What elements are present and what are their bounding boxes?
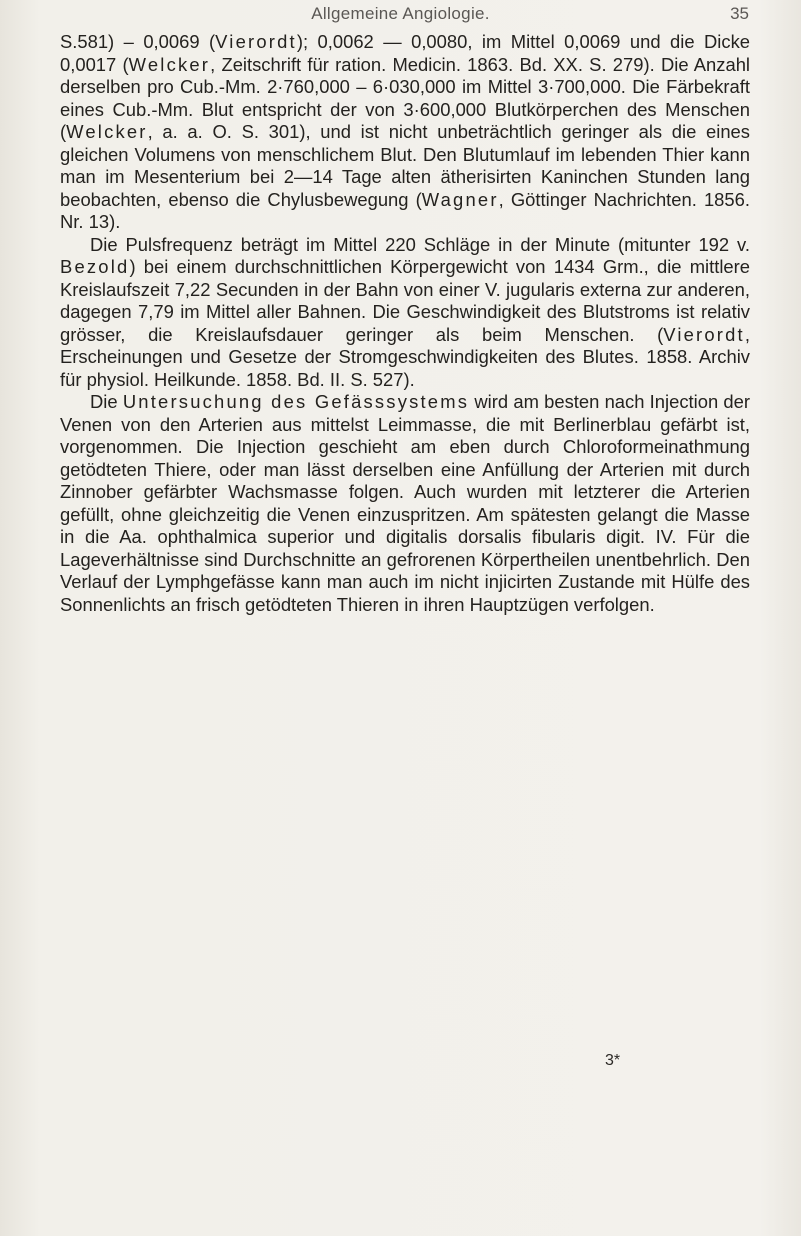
- text-run: Die Pulsfrequenz beträgt im Mittel 220 Schläge in der Minute (mitunter 192 v.: [90, 233, 750, 255]
- spaced-emphasis: Bezold: [60, 256, 130, 277]
- paragraph: [60, 391, 750, 616]
- printer-signature: 3*: [605, 1052, 621, 1069]
- text-run: Die: [90, 391, 123, 412]
- spaced-emphasis: Welcker: [66, 121, 148, 142]
- running-head: [0, 4, 801, 28]
- text-run: S.581) – 0,0069 (: [60, 31, 216, 52]
- paragraph: [60, 234, 750, 392]
- page-number: 35: [730, 4, 749, 23]
- paragraph: [60, 31, 750, 234]
- text-run: wird am besten nach Injection der Venen von den Arterien aus mittelst Leimmasse, die mit Berlinerblau gefärbt ist, vorgenommen. Die Injection geschieht am eben durch Chloroformeinathmung getödteten Thiere, oder man lässt derselben eine Anfüllung der Arterien mit durch Zinnober gefärbter Wachsmasse folgen. Auch wurden mit letzterer die Arterien gefüllt, ohne gleichzeitig die Venen einzuspritzen. Am spätesten gelangt die Masse in die Aa. ophthalmica superior und digitalis dorsalis fibularis digit. IV. Für die Lageverhältnisse sind Durchschnitte an gefrorenen Körpertheilen unentbehrlich. Den Verlauf der Lymphgefässe kann man auch im nicht injicirten Zustande mit Hülfe des Sonnenlichts an frisch getödteten Thieren in ihren Hauptzügen verfolgen.: [60, 391, 750, 615]
- spaced-emphasis: Vierordt: [663, 323, 745, 345]
- body-text: [60, 31, 750, 616]
- spaced-emphasis: Welcker: [128, 53, 211, 75]
- text-run: , Zeitschrift für ration. Medicin. 1863. Bd. XX. S. 279). Die Anzahl derselben pro Cub.-Mm. 2·760,000 – 6·030,000 im Mittel 3·700,000. Die Färbekraft eines Cub.-Mm. Blut entspricht der von 3·600,000 Blutkörperchen des Menschen (: [60, 53, 751, 142]
- spaced-emphasis: Untersuchung des Gefässsystems: [122, 391, 470, 412]
- text-run: ); 0,0062 — 0,0080, im Mittel 0,0069 und die Dicke 0,0017 (: [60, 31, 750, 75]
- running-title: Allgemeine Angiologie.: [311, 4, 490, 23]
- text-run: ) bei einem durchschnittlichen Körpergewicht von 1434 Grm., die mittlere Kreislaufszeit 7,22 Secunden in der Bahn von einer V. jugularis externa zur anderen, dagegen 7,79 im Mittel aller Bahnen. Die Geschwindigkeit des Blutstroms ist relativ grösser, die Kreislaufsdauer geringer als beim Menschen. (: [60, 256, 750, 345]
- text-run: , Göttinger Nachrichten. 1856. Nr. 13).: [60, 188, 750, 232]
- spaced-emphasis: Wagner: [421, 188, 499, 210]
- text-run: , Erscheinungen und Gesetze der Stromgeschwindigkeiten des Blutes. 1858. Archiv für physiol. Heilkunde. 1858. Bd. II. S. 527).: [60, 323, 750, 390]
- spaced-emphasis: Vierordt: [215, 31, 297, 52]
- text-run: , a. a. O. S. 301), und ist nicht unbeträchtlich geringer als die eines gleichen Volumens von menschlichem Blut. Den Blutumlauf im lebenden Thier kann man im Mesenterium bei 2—14 Tage alten ätherisirten Kaninchen Stunden lang beobachten, ebenso die Chylusbewegung (: [60, 121, 750, 210]
